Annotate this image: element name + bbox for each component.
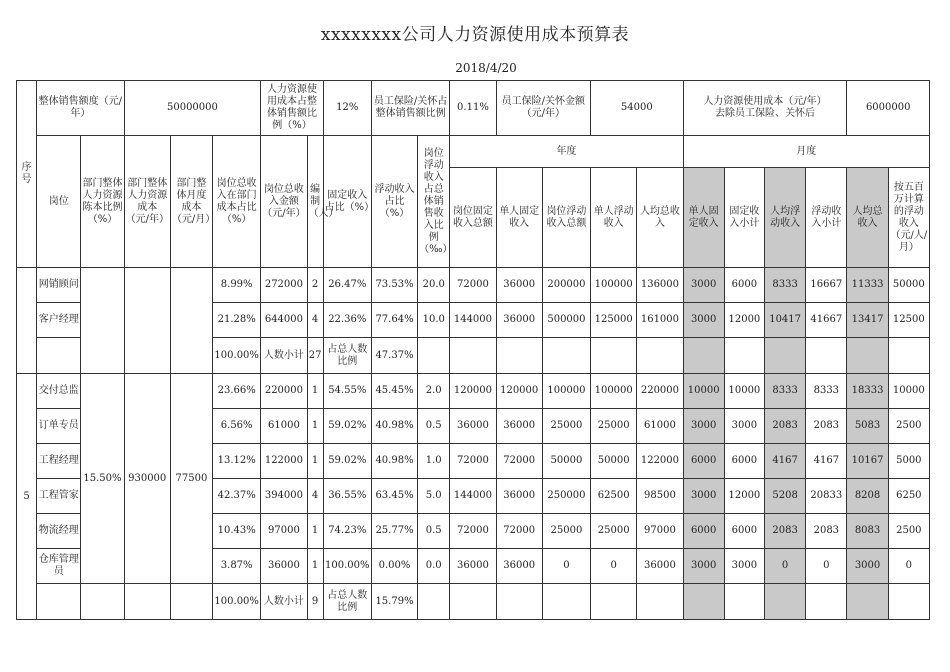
cell-empty [450, 338, 496, 374]
cell-dept-cost-month: 77500 [170, 374, 212, 584]
cell-mfls: 4167 [806, 444, 847, 479]
cell-yfe: 36000 [496, 549, 542, 584]
cell-yft: 144000 [450, 479, 496, 514]
cell-flp: 77.64% [371, 303, 417, 338]
cell-empty [683, 584, 724, 620]
cell-flp: 73.53% [371, 268, 417, 303]
subtotal-pct: 100.00% [213, 338, 261, 374]
cell-flp: 0.00% [371, 549, 417, 584]
cell-mfs: 6000 [724, 444, 764, 479]
cell-empty [496, 584, 542, 620]
cell-yft: 72000 [450, 514, 496, 549]
cell-m5: 12500 [888, 303, 929, 338]
cell-yfle: 62500 [591, 479, 637, 514]
cell-m5: 6250 [888, 479, 929, 514]
cell-mfla: 2083 [765, 514, 806, 549]
header-y-fixed-each: 单人固定收入 [496, 168, 542, 268]
cell-yfle: 25000 [591, 409, 637, 444]
cell-fp: 36.55% [323, 479, 371, 514]
header-m-fixed-each: 单人固定收入 [683, 168, 724, 268]
cell-dept-cost-month [170, 268, 212, 374]
cell-mfls: 16667 [806, 268, 847, 303]
subtotal-share: 47.37% [371, 338, 417, 374]
cell-empty [591, 584, 637, 620]
cell-empty [591, 338, 637, 374]
summary-ins-ratio-value: 0.11% [450, 81, 496, 136]
cell-mfla: 8333 [765, 268, 806, 303]
subtotal-pct: 100.00% [213, 584, 261, 620]
cell-mfls: 2083 [806, 409, 847, 444]
cell-yat: 161000 [637, 303, 683, 338]
cell-yft: 72000 [450, 268, 496, 303]
cell-m5: 50000 [888, 268, 929, 303]
cell-yat: 136000 [637, 268, 683, 303]
summary-row [17, 81, 930, 136]
budget-table [16, 80, 930, 620]
cell-pct: 21.28% [213, 303, 261, 338]
cell-hc: 1 [307, 409, 323, 444]
header-m-fixed-sub: 固定收入小计 [724, 168, 764, 268]
subtotal-hc-label: 人数小计 [261, 584, 307, 620]
cell-pct: 42.37% [213, 479, 261, 514]
cell-empty [496, 338, 542, 374]
cell-mat: 13417 [847, 303, 888, 338]
summary-ratio-value: 12% [323, 81, 371, 136]
header-pos-income-total: 岗位总收入金额（元/年） [261, 136, 307, 268]
header-annual: 年度 [450, 136, 683, 168]
header-dept-cost-month: 部门整体月度成本（元/月） [170, 136, 212, 268]
cell-mat: 18333 [847, 374, 888, 409]
subtotal-hc-label: 人数小计 [261, 338, 307, 374]
cell-fsr: 20.0 [418, 268, 450, 303]
header-dept-ratio: 部门整体人力资源陈本比例（%） [81, 136, 124, 268]
cell-yat: 122000 [637, 444, 683, 479]
cell-empty [724, 584, 764, 620]
cell-mfla: 10417 [765, 303, 806, 338]
cell-mfs: 12000 [724, 479, 764, 514]
cell-pct: 3.87% [213, 549, 261, 584]
cell-pct: 10.43% [213, 514, 261, 549]
cell-yat: 36000 [637, 549, 683, 584]
header-m-float-sub: 浮动收入小计 [806, 168, 847, 268]
cell-empty [847, 338, 888, 374]
cell-empty [124, 584, 170, 620]
cell-mfe: 3000 [683, 409, 724, 444]
cell-mfla: 2083 [765, 409, 806, 444]
sheet-title: xxxxxxxx公司人力资源使用成本预算表 [320, 25, 630, 45]
cell-dept-cost-year: 930000 [124, 374, 170, 584]
header-seq: 序号 [17, 81, 37, 268]
cell-yfe: 72000 [496, 514, 542, 549]
cell-mfla: 5208 [765, 479, 806, 514]
cell-yat: 61000 [637, 409, 683, 444]
cell-empty [637, 584, 683, 620]
cell-empty [806, 584, 847, 620]
cell-m5: 0 [888, 549, 929, 584]
summary-cost-label-2: 去除员工保险、关怀后 [715, 108, 815, 119]
cell-yflt: 25000 [542, 514, 590, 549]
cell-yft: 36000 [450, 549, 496, 584]
cell-fsr: 2.0 [418, 374, 450, 409]
summary-cost-label [683, 81, 847, 136]
sheet-date: 2018/4/20 [455, 61, 517, 75]
cell-fsr: 0.0 [418, 549, 450, 584]
cell-mfls: 2083 [806, 514, 847, 549]
cell-fp: 59.02% [323, 444, 371, 479]
cell-seq: 5 [17, 374, 37, 620]
summary-ins-ratio-label: 员工保险/关怀占整体销售额比例 [371, 81, 449, 136]
cell-empty [170, 584, 212, 620]
summary-cost-value: 6000000 [847, 81, 930, 136]
cell-total: 394000 [261, 479, 307, 514]
cell-fp: 54.55% [323, 374, 371, 409]
subtotal-share-label: 占总人数比例 [323, 584, 371, 620]
cell-empty [81, 584, 124, 620]
cell-position [37, 584, 81, 620]
cell-dept-cost-year [124, 268, 170, 374]
cell-yft: 120000 [450, 374, 496, 409]
header-y-avg-total: 人均总收入 [637, 168, 683, 268]
table-row [17, 268, 930, 303]
header-m-5m: 按五百万计算的浮动收入（元/人/月） [888, 168, 929, 268]
cell-position: 仓库管理员 [37, 549, 81, 584]
cell-position: 网销顾问 [37, 268, 81, 303]
cell-mfls: 41667 [806, 303, 847, 338]
cell-empty [888, 584, 929, 620]
cell-empty [542, 584, 590, 620]
cell-mfs: 6000 [724, 268, 764, 303]
cell-hc: 1 [307, 374, 323, 409]
cell-fsr: 10.0 [418, 303, 450, 338]
cell-position [37, 338, 81, 374]
cell-total: 220000 [261, 374, 307, 409]
cell-mfs: 3000 [724, 549, 764, 584]
cell-empty [765, 584, 806, 620]
cell-flp: 40.98% [371, 409, 417, 444]
cell-mfs: 3000 [724, 409, 764, 444]
cell-yflt: 50000 [542, 444, 590, 479]
cell-hc: 1 [307, 444, 323, 479]
subtotal-hc: 27 [307, 338, 323, 374]
cell-mfe: 3000 [683, 268, 724, 303]
cell-fp: 22.36% [323, 303, 371, 338]
cell-mfe: 6000 [683, 444, 724, 479]
header-headcount: 编制（人） [307, 136, 323, 268]
subtotal-share: 15.79% [371, 584, 417, 620]
cell-flp: 45.45% [371, 374, 417, 409]
cell-yflt: 25000 [542, 409, 590, 444]
cell-yfle: 100000 [591, 268, 637, 303]
cell-yat: 97000 [637, 514, 683, 549]
cell-mfs: 10000 [724, 374, 764, 409]
cell-mat: 10167 [847, 444, 888, 479]
header-pos-income-pct: 岗位总收入在部门成本占比（%） [213, 136, 261, 268]
cell-seq [17, 268, 37, 374]
cell-fp: 74.23% [323, 514, 371, 549]
cell-pct: 6.56% [213, 409, 261, 444]
cell-flp: 40.98% [371, 444, 417, 479]
cell-yflt: 200000 [542, 268, 590, 303]
cell-mfe: 3000 [683, 549, 724, 584]
header-position: 岗位 [37, 136, 81, 268]
cell-fp: 100.00% [323, 549, 371, 584]
cell-yfe: 36000 [496, 268, 542, 303]
cell-mfla: 0 [765, 549, 806, 584]
cell-total: 644000 [261, 303, 307, 338]
cell-total: 122000 [261, 444, 307, 479]
cell-yfe: 72000 [496, 444, 542, 479]
cell-empty [450, 584, 496, 620]
cell-yflt: 250000 [542, 479, 590, 514]
cell-position: 交付总监 [37, 374, 81, 409]
header-float-sales-ratio: 岗位浮动收入占总体销售收入比例（‰） [418, 136, 450, 268]
cell-yfle: 50000 [591, 444, 637, 479]
cell-fsr: 1.0 [418, 444, 450, 479]
subtotal-row [17, 584, 930, 620]
summary-sales-value: 50000000 [124, 81, 261, 136]
cell-m5: 2500 [888, 514, 929, 549]
cell-mfe: 6000 [683, 514, 724, 549]
cell-position: 物流经理 [37, 514, 81, 549]
cell-position: 工程经理 [37, 444, 81, 479]
cell-yft: 144000 [450, 303, 496, 338]
cell-mfe: 3000 [683, 479, 724, 514]
cell-m5: 5000 [888, 444, 929, 479]
cell-empty [724, 338, 764, 374]
cell-yfe: 120000 [496, 374, 542, 409]
cell-fp: 26.47% [323, 268, 371, 303]
cell-yat: 98500 [637, 479, 683, 514]
header-y-float-total: 岗位浮动收入总额 [542, 168, 590, 268]
cell-fsr: 0.5 [418, 409, 450, 444]
cell-pct: 23.66% [213, 374, 261, 409]
cell-mfe: 3000 [683, 303, 724, 338]
cell-empty [542, 338, 590, 374]
cell-mfs: 6000 [724, 514, 764, 549]
cell-flp: 63.45% [371, 479, 417, 514]
header-row-1 [17, 136, 930, 168]
cell-position: 订单专员 [37, 409, 81, 444]
cell-yft: 72000 [450, 444, 496, 479]
cell-mfe: 10000 [683, 374, 724, 409]
summary-sales-label: 整体销售额度（元/年） [37, 81, 124, 136]
cell-pct: 13.12% [213, 444, 261, 479]
cell-yfe: 36000 [496, 409, 542, 444]
cell-total: 61000 [261, 409, 307, 444]
header-monthly: 月度 [683, 136, 929, 168]
cell-yfle: 0 [591, 549, 637, 584]
cell-empty [418, 584, 450, 620]
cell-mfls: 20833 [806, 479, 847, 514]
cell-mfla: 8333 [765, 374, 806, 409]
cell-mat: 11333 [847, 268, 888, 303]
cell-empty [806, 338, 847, 374]
cell-mfls: 8333 [806, 374, 847, 409]
cell-dept-ratio [81, 268, 124, 374]
group-a [17, 268, 930, 374]
cell-dept-ratio: 15.50% [81, 374, 124, 584]
cell-hc: 4 [307, 303, 323, 338]
cell-mat: 8208 [847, 479, 888, 514]
cell-position: 工程管家 [37, 479, 81, 514]
cell-mat: 8083 [847, 514, 888, 549]
cell-yfe: 36000 [496, 479, 542, 514]
header-m-avg-total: 人均总收入 [847, 168, 888, 268]
cell-yflt: 500000 [542, 303, 590, 338]
cell-yat: 220000 [637, 374, 683, 409]
cell-mat: 3000 [847, 549, 888, 584]
cell-total: 272000 [261, 268, 307, 303]
cell-fp: 59.02% [323, 409, 371, 444]
cell-empty [888, 338, 929, 374]
cell-total: 97000 [261, 514, 307, 549]
cell-yflt: 0 [542, 549, 590, 584]
cell-empty [418, 338, 450, 374]
cell-fsr: 0.5 [418, 514, 450, 549]
cell-yfe: 36000 [496, 303, 542, 338]
cell-hc: 4 [307, 479, 323, 514]
cell-hc: 2 [307, 268, 323, 303]
header-float-pct: 浮动收入占比（%） [371, 136, 417, 268]
cell-mfls: 0 [806, 549, 847, 584]
group-b [17, 374, 930, 620]
cell-pct: 8.99% [213, 268, 261, 303]
cell-mfs: 12000 [724, 303, 764, 338]
subtotal-share-label: 占总人数比例 [323, 338, 371, 374]
summary-ratio-label: 人力资源使用成本占整体销售额比例（%） [261, 81, 323, 136]
subtotal-hc: 9 [307, 584, 323, 620]
cell-yft: 36000 [450, 409, 496, 444]
cell-position: 客户经理 [37, 303, 81, 338]
cell-flp: 25.77% [371, 514, 417, 549]
cell-yflt: 100000 [542, 374, 590, 409]
cell-hc: 1 [307, 514, 323, 549]
cell-empty [637, 338, 683, 374]
summary-cost-label-1: 人力资源使用成本（元/年） [703, 96, 827, 107]
header-dept-cost-year: 部门整体人力资源成本（元/年） [124, 136, 170, 268]
cell-fsr: 5.0 [418, 479, 450, 514]
summary-ins-amt-label: 员工保险/关怀金额（元/年） [496, 81, 591, 136]
summary-ins-amt-value: 54000 [591, 81, 684, 136]
cell-empty [683, 338, 724, 374]
cell-empty [847, 584, 888, 620]
cell-m5: 10000 [888, 374, 929, 409]
header-fixed-pct: 固定收入占比（%） [323, 136, 371, 268]
cell-empty [765, 338, 806, 374]
cell-hc: 1 [307, 549, 323, 584]
cell-m5: 2500 [888, 409, 929, 444]
cell-mfla: 4167 [765, 444, 806, 479]
cell-mat: 5083 [847, 409, 888, 444]
cell-yfle: 125000 [591, 303, 637, 338]
header-y-fixed-total: 岗位固定收入总额 [450, 168, 496, 268]
header-m-float-avg: 人均浮动收入 [765, 168, 806, 268]
cell-yfle: 25000 [591, 514, 637, 549]
cell-total: 36000 [261, 549, 307, 584]
table-row [17, 374, 930, 409]
header-y-float-each: 单人浮动收入 [591, 168, 637, 268]
cell-yfle: 100000 [591, 374, 637, 409]
